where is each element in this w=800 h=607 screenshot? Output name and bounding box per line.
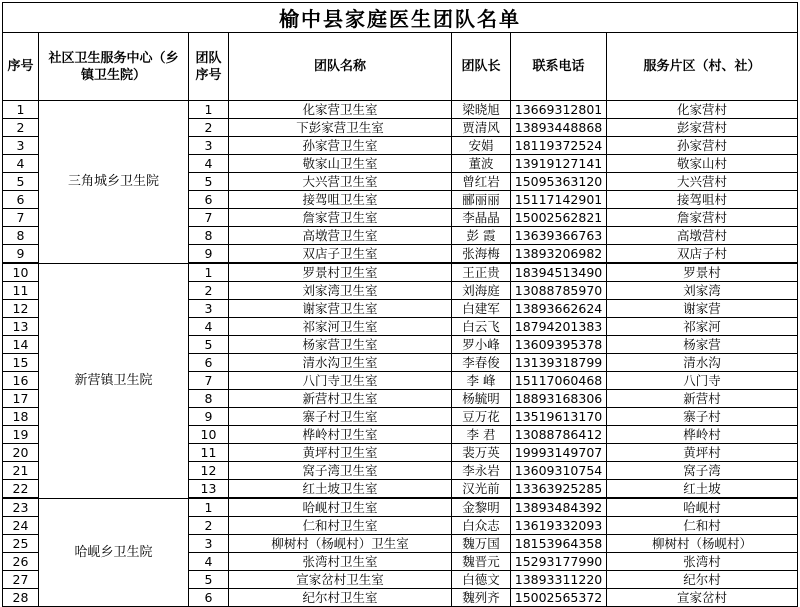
cell-seq: 18	[3, 408, 39, 426]
cell-phone: 15293177990	[511, 553, 607, 571]
cell-team-seq: 3	[189, 300, 229, 318]
cell-area: 化家营村	[607, 101, 798, 119]
cell-area: 纪尔村	[607, 571, 798, 589]
cell-area: 仁和村	[607, 517, 798, 535]
cell-leader: 李晶晶	[452, 209, 511, 227]
cell-team-name: 宣家岔村卫生室	[229, 571, 452, 589]
cell-leader: 白德文	[452, 571, 511, 589]
cell-team-name: 新营村卫生室	[229, 390, 452, 408]
header-leader: 团队长	[452, 33, 511, 101]
cell-team-name: 詹家营卫生室	[229, 209, 452, 227]
cell-team-seq: 3	[189, 137, 229, 155]
cell-team-seq: 9	[189, 408, 229, 426]
cell-area: 接驾咀村	[607, 191, 798, 209]
cell-seq: 28	[3, 589, 39, 607]
cell-area: 寨子村	[607, 408, 798, 426]
cell-team-name: 纪尔村卫生室	[229, 589, 452, 607]
cell-team-name: 双店子卫生室	[229, 245, 452, 264]
cell-team-name: 张湾村卫生室	[229, 553, 452, 571]
cell-team-name: 化家营卫生室	[229, 101, 452, 119]
cell-leader: 魏晋元	[452, 553, 511, 571]
cell-area: 八门寺	[607, 372, 798, 390]
cell-team-seq: 1	[189, 263, 229, 282]
cell-phone: 13519613170	[511, 408, 607, 426]
cell-leader: 郦丽丽	[452, 191, 511, 209]
cell-team-seq: 7	[189, 209, 229, 227]
cell-team-seq: 1	[189, 498, 229, 517]
cell-team-seq: 13	[189, 480, 229, 499]
cell-team-seq: 11	[189, 444, 229, 462]
cell-leader: 裴万英	[452, 444, 511, 462]
cell-seq: 7	[3, 209, 39, 227]
cell-area: 祁家河	[607, 318, 798, 336]
cell-team-seq: 12	[189, 462, 229, 480]
cell-team-name: 谢家营卫生室	[229, 300, 452, 318]
cell-team-seq: 1	[189, 101, 229, 119]
cell-area: 宣家岔村	[607, 589, 798, 607]
cell-team-seq: 4	[189, 318, 229, 336]
cell-leader: 安娟	[452, 137, 511, 155]
header-area: 服务片区（村、社）	[607, 33, 798, 101]
cell-team-seq: 3	[189, 535, 229, 553]
cell-team-seq: 5	[189, 173, 229, 191]
cell-area: 红土坡	[607, 480, 798, 499]
cell-leader: 金黎明	[452, 498, 511, 517]
cell-team-name: 红土坡卫生室	[229, 480, 452, 499]
cell-area: 张湾村	[607, 553, 798, 571]
cell-phone: 13619332093	[511, 517, 607, 535]
cell-leader: 刘海庭	[452, 282, 511, 300]
cell-seq: 5	[3, 173, 39, 191]
cell-seq: 15	[3, 354, 39, 372]
roster-sheet	[2, 2, 797, 607]
cell-seq: 17	[3, 390, 39, 408]
cell-phone: 13893484392	[511, 498, 607, 517]
table-row	[3, 101, 798, 119]
cell-leader: 李春俊	[452, 354, 511, 372]
cell-team-seq: 10	[189, 426, 229, 444]
cell-team-seq: 8	[189, 227, 229, 245]
cell-leader: 李 君	[452, 426, 511, 444]
cell-team-name: 大兴营卫生室	[229, 173, 452, 191]
cell-area: 窝子湾	[607, 462, 798, 480]
cell-area: 哈岘村	[607, 498, 798, 517]
cell-team-name: 祁家河卫生室	[229, 318, 452, 336]
cell-phone: 13139318799	[511, 354, 607, 372]
table-row	[3, 263, 798, 282]
cell-team-seq: 4	[189, 553, 229, 571]
cell-team-name: 刘家湾卫生室	[229, 282, 452, 300]
cell-seq: 16	[3, 372, 39, 390]
cell-seq: 26	[3, 553, 39, 571]
cell-team-name: 八门寺卫生室	[229, 372, 452, 390]
cell-seq: 10	[3, 263, 39, 282]
cell-leader: 王正贵	[452, 263, 511, 282]
cell-seq: 25	[3, 535, 39, 553]
cell-seq: 24	[3, 517, 39, 535]
cell-phone: 13919127141	[511, 155, 607, 173]
cell-leader: 李 峰	[452, 372, 511, 390]
cell-leader: 董波	[452, 155, 511, 173]
cell-leader: 白云飞	[452, 318, 511, 336]
cell-area: 桦岭村	[607, 426, 798, 444]
cell-phone: 18394513490	[511, 263, 607, 282]
cell-team-name: 罗景村卫生室	[229, 263, 452, 282]
cell-leader: 梁晓旭	[452, 101, 511, 119]
cell-leader: 白建军	[452, 300, 511, 318]
cell-phone: 15117060468	[511, 372, 607, 390]
cell-team-seq: 2	[189, 282, 229, 300]
cell-team-name: 敬家山卫生室	[229, 155, 452, 173]
cell-area: 柳树村（杨岘村）	[607, 535, 798, 553]
cell-seq: 9	[3, 245, 39, 264]
cell-area: 杨家营	[607, 336, 798, 354]
cell-phone: 15002565372	[511, 589, 607, 607]
cell-team-name: 桦岭村卫生室	[229, 426, 452, 444]
cell-team-name: 下彭家营卫生室	[229, 119, 452, 137]
cell-area: 孙家营村	[607, 137, 798, 155]
cell-phone: 15095363120	[511, 173, 607, 191]
header-center: 社区卫生服务中心（乡镇卫生院）	[39, 33, 189, 101]
cell-area: 大兴营村	[607, 173, 798, 191]
cell-seq: 2	[3, 119, 39, 137]
cell-seq: 14	[3, 336, 39, 354]
cell-seq: 20	[3, 444, 39, 462]
cell-phone: 13609310754	[511, 462, 607, 480]
cell-seq: 8	[3, 227, 39, 245]
cell-seq: 23	[3, 498, 39, 517]
cell-seq: 3	[3, 137, 39, 155]
header-team-name: 团队名称	[229, 33, 452, 101]
cell-team-seq: 6	[189, 589, 229, 607]
cell-seq: 27	[3, 571, 39, 589]
cell-team-seq: 7	[189, 372, 229, 390]
cell-phone: 18893168306	[511, 390, 607, 408]
cell-phone: 18119372524	[511, 137, 607, 155]
cell-phone: 13893448868	[511, 119, 607, 137]
cell-phone: 15117142901	[511, 191, 607, 209]
header-team-seq: 团队序号	[189, 33, 229, 101]
roster-table	[2, 2, 798, 607]
cell-center: 三角城乡卫生院	[39, 101, 189, 264]
cell-seq: 22	[3, 480, 39, 499]
cell-phone: 13893206982	[511, 245, 607, 264]
cell-area: 双店子村	[607, 245, 798, 264]
cell-seq: 13	[3, 318, 39, 336]
cell-phone: 13363925285	[511, 480, 607, 499]
cell-area: 詹家营村	[607, 209, 798, 227]
cell-area: 黄坪村	[607, 444, 798, 462]
cell-seq: 11	[3, 282, 39, 300]
cell-seq: 21	[3, 462, 39, 480]
cell-team-name: 寨子村卫生室	[229, 408, 452, 426]
cell-phone: 13609395378	[511, 336, 607, 354]
cell-phone: 13669312801	[511, 101, 607, 119]
cell-team-name: 孙家营卫生室	[229, 137, 452, 155]
cell-seq: 6	[3, 191, 39, 209]
cell-team-name: 柳树村（杨岘村）卫生室	[229, 535, 452, 553]
cell-phone: 13639366763	[511, 227, 607, 245]
cell-phone: 13088785970	[511, 282, 607, 300]
cell-area: 清水沟	[607, 354, 798, 372]
cell-leader: 罗小峰	[452, 336, 511, 354]
cell-team-seq: 2	[189, 517, 229, 535]
cell-team-seq: 4	[189, 155, 229, 173]
cell-area: 彭家营村	[607, 119, 798, 137]
table-row	[3, 498, 798, 517]
cell-team-name: 清水沟卫生室	[229, 354, 452, 372]
cell-team-name: 仁和村卫生室	[229, 517, 452, 535]
cell-team-seq: 5	[189, 571, 229, 589]
page-title: 榆中县家庭医生团队名单	[3, 3, 798, 33]
cell-team-name: 窝子湾卫生室	[229, 462, 452, 480]
cell-area: 新营村	[607, 390, 798, 408]
cell-center: 新营镇卫生院	[39, 263, 189, 498]
cell-phone: 13893311220	[511, 571, 607, 589]
cell-phone: 13893662624	[511, 300, 607, 318]
cell-team-name: 高墩营卫生室	[229, 227, 452, 245]
cell-team-seq: 6	[189, 191, 229, 209]
cell-phone: 15002562821	[511, 209, 607, 227]
cell-phone: 18153964358	[511, 535, 607, 553]
cell-area: 高墩营村	[607, 227, 798, 245]
header-phone: 联系电话	[511, 33, 607, 101]
cell-team-seq: 8	[189, 390, 229, 408]
cell-leader: 汉光前	[452, 480, 511, 499]
header-seq: 序号	[3, 33, 39, 101]
cell-area: 罗景村	[607, 263, 798, 282]
cell-leader: 魏万国	[452, 535, 511, 553]
cell-seq: 12	[3, 300, 39, 318]
cell-area: 刘家湾	[607, 282, 798, 300]
cell-seq: 1	[3, 101, 39, 119]
cell-leader: 白众志	[452, 517, 511, 535]
cell-team-name: 黄坪村卫生室	[229, 444, 452, 462]
cell-phone: 13088786412	[511, 426, 607, 444]
cell-leader: 彭 霞	[452, 227, 511, 245]
cell-leader: 曾红岩	[452, 173, 511, 191]
cell-leader: 李永岩	[452, 462, 511, 480]
cell-leader: 张海梅	[452, 245, 511, 264]
cell-team-seq: 2	[189, 119, 229, 137]
roster-body	[3, 101, 798, 607]
cell-team-name: 接驾咀卫生室	[229, 191, 452, 209]
cell-seq: 19	[3, 426, 39, 444]
cell-team-name: 哈岘村卫生室	[229, 498, 452, 517]
cell-team-seq: 9	[189, 245, 229, 264]
cell-leader: 贾清风	[452, 119, 511, 137]
cell-area: 谢家营	[607, 300, 798, 318]
cell-center: 哈岘乡卫生院	[39, 498, 189, 607]
cell-leader: 杨毓明	[452, 390, 511, 408]
cell-team-seq: 6	[189, 354, 229, 372]
cell-leader: 豆万花	[452, 408, 511, 426]
cell-team-seq: 5	[189, 336, 229, 354]
cell-leader: 魏列齐	[452, 589, 511, 607]
cell-phone: 19993149707	[511, 444, 607, 462]
cell-area: 敬家山村	[607, 155, 798, 173]
cell-team-name: 杨家营卫生室	[229, 336, 452, 354]
cell-seq: 4	[3, 155, 39, 173]
cell-phone: 18794201383	[511, 318, 607, 336]
